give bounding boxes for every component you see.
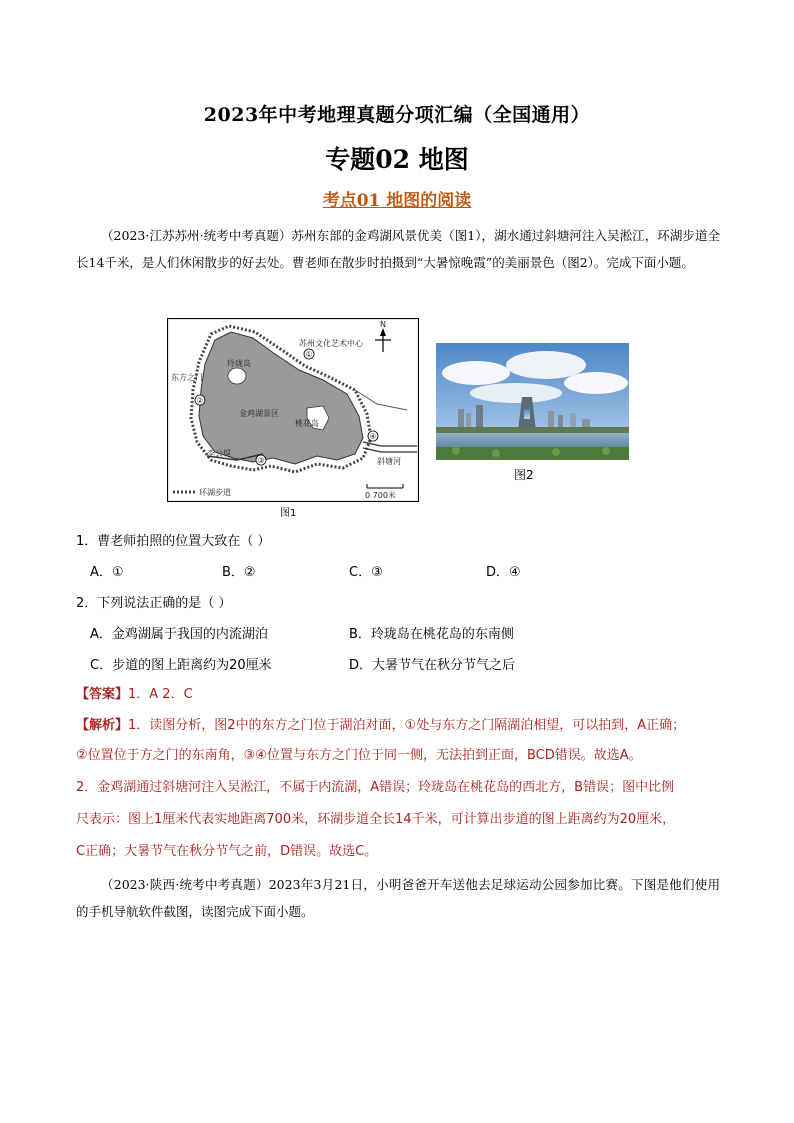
photo-graphic xyxy=(436,343,629,460)
label-culture: 苏州文化艺术中心 xyxy=(299,339,363,348)
question-2-stem: 2．下列说法正确的是（ ） xyxy=(76,596,232,611)
scale-label: 0 700米 xyxy=(365,491,396,500)
label-bridge: 李公堤 xyxy=(207,449,231,458)
q2-option-d: D．大暑节气在秋分节气之后 xyxy=(349,658,516,673)
analysis-line-4: 尺表示：图上1厘米代表实地距离700米，环湖步道全长14千米，可计算出步道的图上距离约为20厘米， xyxy=(76,812,676,827)
label-east-gate: 东方之门 xyxy=(171,373,203,382)
section-title xyxy=(0,186,794,211)
marker-4: ④ xyxy=(369,432,377,441)
label-river: 斜塘河 xyxy=(377,457,401,466)
q1-option-c: C．③ xyxy=(349,565,383,580)
document-title: 2023年中考地理真题分项汇编（全国通用） xyxy=(203,104,591,126)
north-label: N xyxy=(380,320,386,329)
analysis-line-2: ②位置位于方之门的东南角，③④位置与东方之门位于同一侧，无法拍到正面，BCD错误。故选A。 xyxy=(76,748,642,763)
section-title-text: 考点01 地图的阅读 xyxy=(322,191,472,211)
analysis-line-1 xyxy=(76,711,726,741)
q1-option-b: B．② xyxy=(222,565,256,580)
map-graphic xyxy=(167,318,419,502)
figure1-map xyxy=(167,318,419,502)
question-1-stem: 1．曹老师拍照的位置大致在（ ） xyxy=(76,534,271,549)
analysis-label: 【解析】 xyxy=(76,718,129,733)
label-island2: 桃花岛 xyxy=(295,419,319,428)
topic-title: 专题02 地图 xyxy=(325,145,469,174)
label-island1: 玲珑岛 xyxy=(227,359,251,368)
figure2-photo xyxy=(436,343,629,460)
figure1-caption: 图1 xyxy=(280,508,297,519)
q1-option-d: D．④ xyxy=(486,565,521,580)
q1-option-a: A．① xyxy=(90,565,124,580)
analysis-line-3: 2．金鸡湖通过斜塘河注入吴淞江，不属于内流湖，A错误；玲珑岛在桃花岛的西北方，B错误；图中比例 xyxy=(76,780,675,795)
marker-3: ③ xyxy=(257,456,265,465)
marker-2: ② xyxy=(196,396,204,405)
legend-walkway: 环湖步道 xyxy=(199,488,231,497)
answer-text: 1．A 2．C xyxy=(128,687,193,702)
intro-paragraph-1: （2023·江苏苏州·统考中考真题）苏州东部的金鸡湖风景优美（图1），湖水通过斜塘河注入吴淞江，环湖步道全长14千米，是人们休闲散步的好去处。曹老师在散步时拍摄到“大暑惊晚霞”的美丽景色（图2）。完成下面小题。 xyxy=(76,228,720,270)
marker-1: ① xyxy=(305,350,313,359)
answer-line xyxy=(76,680,193,710)
q2-option-a: A．金鸡湖属于我国的内流湖泊 xyxy=(90,627,268,642)
q2-option-b: B．玲珑岛在桃花岛的东南侧 xyxy=(349,627,514,642)
q2-option-c: C．步道的图上距离约为20厘米 xyxy=(90,658,272,673)
analysis-line-5: C正确；大暑节气在秋分节气之前，D错误。故选C。 xyxy=(76,844,378,859)
label-lake: 金鸡湖景区 xyxy=(239,409,279,418)
figure2-caption: 图2 xyxy=(514,468,534,482)
analysis-text-1: 1．读图分析，图2中的东方之门位于湖泊对面，①处与东方之门隔湖泊相望，可以拍到，A正确； xyxy=(128,718,686,733)
intro-paragraph-2: （2023·陕西·统考中考真题）2023年3月21日，小明爸爸开车送他去足球运动公园参加比赛。下图是他们使用的手机导航软件截图，读图完成下面小题。 xyxy=(76,877,720,919)
answer-label: 【答案】 xyxy=(76,687,129,702)
